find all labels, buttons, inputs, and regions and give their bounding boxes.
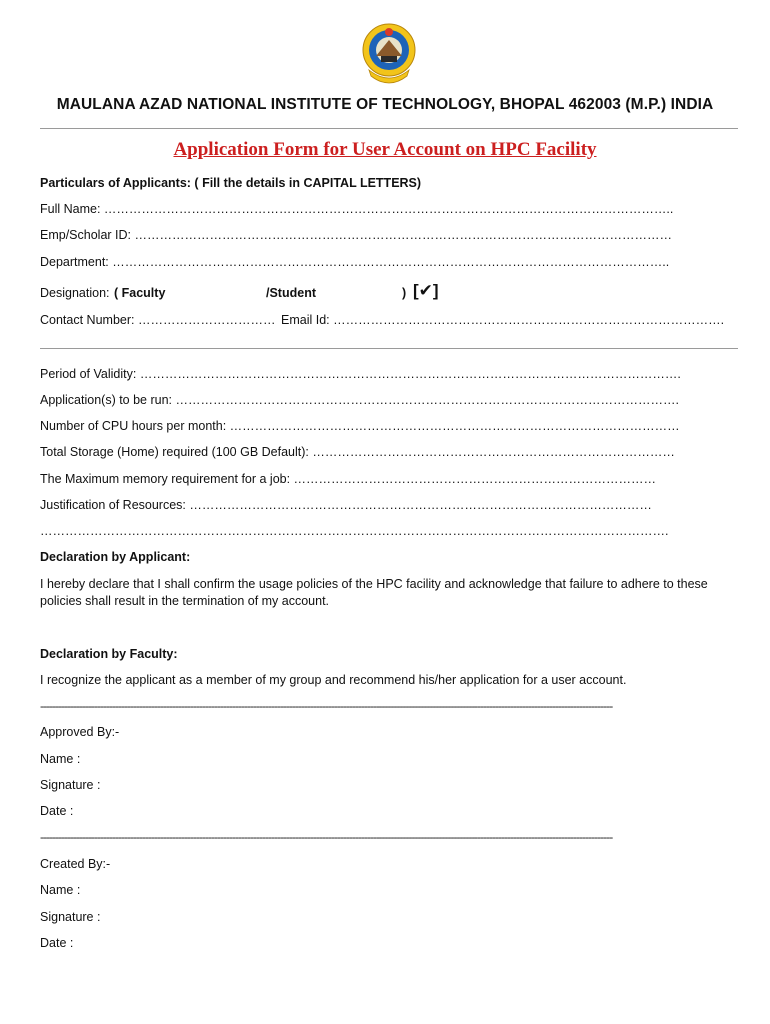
created-date-field[interactable]: Date : [40, 936, 74, 950]
contact-number-field[interactable]: Contact Number: …………………………… [40, 313, 276, 327]
section-divider [40, 348, 738, 349]
designation-faculty-option[interactable]: ( Faculty [114, 286, 166, 300]
email-field[interactable]: Email Id: …………………………………………………………………………………. [281, 313, 725, 327]
declaration-applicant-heading: Declaration by Applicant: [40, 550, 191, 564]
approved-name-field[interactable]: Name : [40, 752, 81, 766]
department-field[interactable]: Department: …………………………………………………………………………………………………………………….. [40, 255, 670, 269]
cpu-hours-field[interactable]: Number of CPU hours per month: ……………………………………………………………………………………………… [40, 419, 680, 433]
declaration-faculty-heading: Declaration by Faculty: [40, 647, 178, 661]
memory-field[interactable]: The Maximum memory requirement for a job: …………………………………………………………………………… [40, 472, 657, 486]
institute-name: MAULANA AZAD NATIONAL INSTITUTE OF TECHNOLOGY, BHOPAL 462003 (M.P.) INDIA [56, 96, 714, 113]
approved-date-field[interactable]: Date : [40, 804, 74, 818]
justification-continuation[interactable]: ……………………………………………………………………………………………………………………………………. [40, 524, 669, 538]
created-by-label: Created By:- [40, 857, 111, 871]
validity-field[interactable]: Period of Validity: …………………………………………………………………………………………………………………. [40, 367, 681, 381]
emp-id-field[interactable]: Emp/Scholar ID: ………………………………………………………………………………………………………………… [40, 228, 672, 242]
storage-field[interactable]: Total Storage (Home) required (100 GB Default): …………………………………………………………………………… [40, 445, 675, 459]
approved-by-label: Approved By:- [40, 725, 120, 739]
check-mark-icon[interactable]: [✔] [413, 281, 439, 300]
designation-label: Designation: [40, 286, 110, 300]
designation-student-option[interactable]: /Student [266, 286, 316, 300]
institute-logo [361, 20, 417, 92]
declaration-faculty-text: I recognize the applicant as a member of my group and recommend his/her application for a user account. [40, 673, 627, 687]
created-signature-field[interactable]: Signature : [40, 910, 101, 924]
particulars-heading: Particulars of Applicants: ( Fill the details in CAPITAL LETTERS) [40, 176, 422, 190]
approved-signature-field[interactable]: Signature : [40, 778, 101, 792]
separator-line: ----------------------------------------------------------------------------------------------------------------------------------------------------------------------------------------------- [40, 830, 613, 844]
separator-line: ----------------------------------------------------------------------------------------------------------------------------------------------------------------------------------------------- [40, 699, 613, 713]
applications-field[interactable]: Application(s) to be run: …………………………………………………………………………………………………………. [40, 393, 679, 407]
header-divider [40, 128, 738, 129]
designation-close-paren: ) [402, 286, 407, 300]
created-name-field[interactable]: Name : [40, 883, 81, 897]
declaration-applicant-text: I hereby declare that I shall confirm the usage policies of the HPC facility and acknowledge that failure to adhere to these policies shall result in the termination of my account. [40, 577, 708, 608]
full-name-field[interactable]: Full Name: ……………………………………………………………………………………………………………………….. [40, 202, 674, 216]
justification-field[interactable]: Justification of Resources: ………………………………………………………………………………………………… [40, 498, 652, 512]
form-title: Application Form for User Account on HPC Facility [173, 139, 597, 160]
